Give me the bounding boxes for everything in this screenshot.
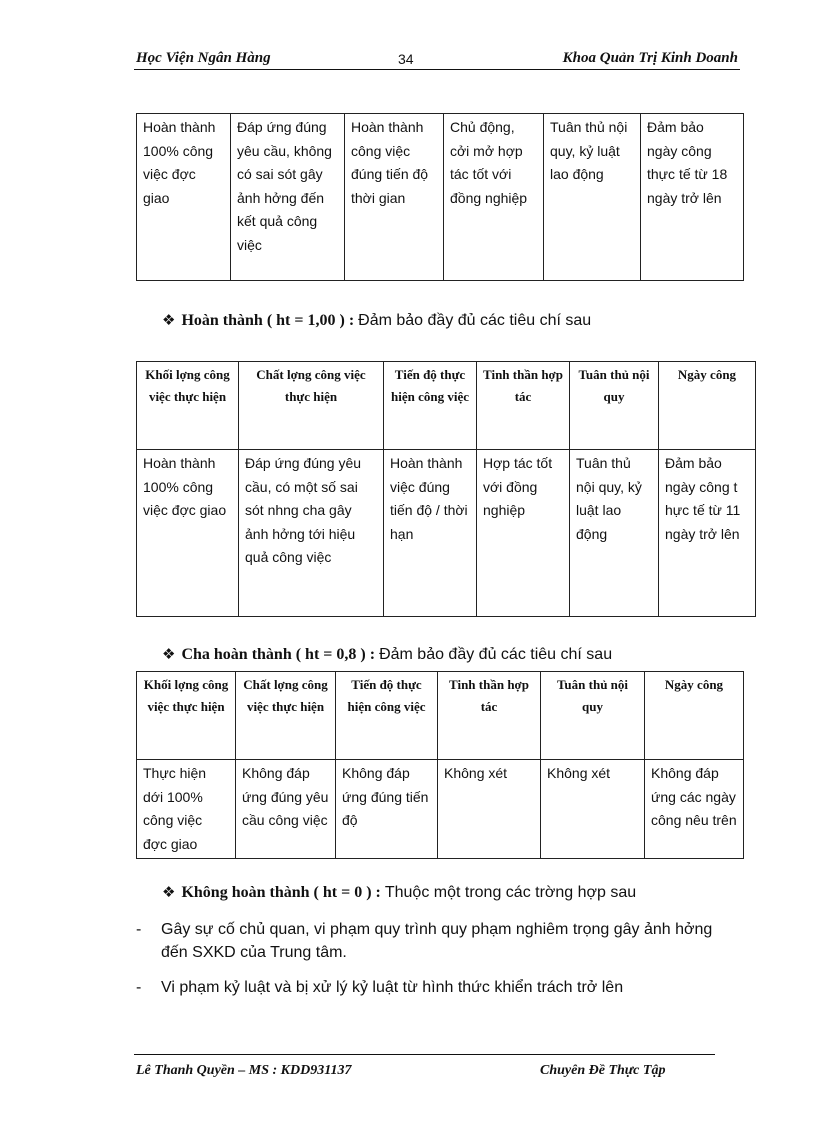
list-dash: - (136, 921, 142, 938)
table-cell: Không đáp ứng các ngày công nêu trên (645, 760, 744, 859)
header-faculty: Khoa Quản Trị Kinh Doanh (562, 50, 738, 66)
table-cell: Không đáp ứng đúng tiến độ (336, 760, 438, 859)
section-heading-fail (162, 883, 636, 902)
heading-text: Thuộc một trong các trờng hợp sau (384, 884, 637, 901)
column-header: Tinh thần hợp tác (438, 672, 541, 760)
list-item-text: Gây sự cố chủ quan, vi phạm quy trình quy phạm nghiêm trọng gây ảnh hởng đến SXKD của Trung tâm. (161, 921, 713, 961)
list-dash: - (136, 979, 142, 996)
heading-text: Đảm bảo đầy đủ các tiêu chí sau (379, 646, 613, 663)
list-item (136, 976, 721, 999)
table-row (137, 450, 756, 617)
table-cell: Hoàn thành 100% công việc đợc giao (137, 114, 231, 281)
footer-title: Chuyên Đề Thực Tập (540, 1063, 666, 1078)
heading-bold: Hoàn thành ( ht = 1,00 ) : (181, 312, 355, 329)
column-header: Tuân thủ nội quy (570, 362, 659, 450)
column-header: Chất lợng công việc thực hiện (236, 672, 336, 760)
footer-divider (134, 1054, 715, 1055)
table-cell: Tuân thủ nội quy, kỷ luật lao động (570, 450, 659, 617)
table-cell: Hoàn thành việc đúng tiến độ / thời hạn (384, 450, 477, 617)
heading-text: Đảm bảo đầy đủ các tiêu chí sau (358, 312, 592, 329)
table-cell: Đảm bảo ngày công thực tế từ 18 ngày trở lên (641, 114, 744, 281)
table-cell: Đáp ứng đúng yêu cầu, có một số sai sót nhng cha gây ảnh hởng tới hiệu quả công việc (239, 450, 384, 617)
section-heading-incomplete (162, 645, 612, 664)
page-number: 34 (398, 51, 414, 67)
column-header: Ngày công (659, 362, 756, 450)
table-cell: Không xét (438, 760, 541, 859)
list-item (136, 918, 721, 964)
diamond-bullet-icon: ❖ (162, 311, 176, 329)
table-cell: Đảm bảo ngày công t hực tế từ 11 ngày trở lên (659, 450, 756, 617)
diamond-bullet-icon: ❖ (162, 645, 176, 663)
table-header-row (137, 362, 756, 450)
criteria-table-complete (136, 361, 756, 617)
table-cell: Chủ động, cởi mở hợp tác tốt với đồng nghiệp (444, 114, 544, 281)
column-header: Chất lợng công việc thực hiện (239, 362, 384, 450)
column-header: Tuân thủ nội quy (541, 672, 645, 760)
table-cell: Đáp ứng đúng yêu cầu, không có sai sót gây ảnh hởng đến kết quả công việc (231, 114, 345, 281)
header-divider (134, 69, 740, 70)
footer-author: Lê Thanh Quyền – MS : KDD931137 (136, 1063, 352, 1078)
table-cell: Không xét (541, 760, 645, 859)
table-header-row (137, 672, 744, 760)
table-row (137, 114, 744, 281)
list-item-text: Vi phạm kỷ luật và bị xử lý kỷ luật từ hình thức khiển trách trở lên (161, 979, 624, 996)
table-cell: Thực hiện dới 100% công việc đợc giao (137, 760, 236, 859)
column-header: Ngày công (645, 672, 744, 760)
header-school: Học Viện Ngân Hàng (136, 50, 271, 66)
column-header: Khối lợng công việc thực hiện (137, 672, 236, 760)
column-header: Khối lợng công việc thực hiện (137, 362, 239, 450)
table-cell: Hợp tác tốt với đồng nghiệp (477, 450, 570, 617)
heading-bold: Cha hoàn thành ( ht = 0,8 ) : (181, 646, 376, 663)
table-cell: Không đáp ứng đúng yêu cầu công việc (236, 760, 336, 859)
section-heading-complete (162, 311, 591, 330)
column-header: Tinh thần hợp tác (477, 362, 570, 450)
table-row (137, 760, 744, 859)
criteria-table-top (136, 113, 744, 281)
diamond-bullet-icon: ❖ (162, 883, 176, 901)
criteria-table-incomplete (136, 671, 744, 859)
column-header: Tiến độ thực hiện công việc (336, 672, 438, 760)
table-cell: Hoàn thành công việc đúng tiến độ thời gian (345, 114, 444, 281)
table-cell: Hoàn thành 100% công việc đợc giao (137, 450, 239, 617)
table-cell: Tuân thủ nội quy, kỷ luật lao động (544, 114, 641, 281)
column-header: Tiến độ thực hiện công việc (384, 362, 477, 450)
heading-bold: Không hoàn thành ( ht = 0 ) : (181, 884, 381, 901)
